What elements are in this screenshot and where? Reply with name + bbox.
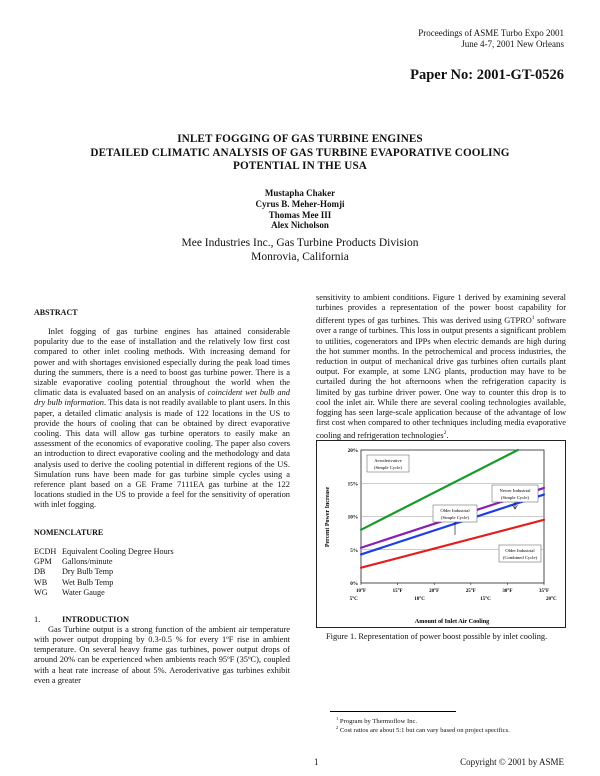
footnote-ref: 1	[531, 315, 535, 322]
nomenclature-abbr: GPM	[34, 557, 52, 567]
label-line: Older Industrial	[440, 508, 470, 513]
y-tick-label: 5%	[350, 547, 358, 554]
nomenclature-desc: Equivalent Cooling Degree Hours	[62, 546, 174, 556]
author-name: Mustapha Chaker	[264, 188, 336, 198]
page-number: 1	[314, 757, 319, 767]
x-tick-label-c: 15°C	[480, 597, 491, 602]
label-line: (Simple Cycle)	[441, 515, 469, 520]
nomenclature-heading: NOMENCLATURE	[34, 527, 104, 537]
x-tick-label-c: 5°C	[349, 597, 358, 602]
proceedings-line: Proceedings of ASME Turbo Expo 2001	[418, 28, 564, 38]
abstract-text	[34, 327, 290, 511]
x-tick-label-f: 15°F	[392, 589, 403, 594]
y-axis-label: Percent Power Increase	[325, 486, 331, 548]
y-tick-label: 20%	[347, 448, 358, 454]
footnote-rule	[330, 711, 456, 712]
nomenclature-abbr: WB	[34, 577, 48, 587]
author-name: Alex Nicholson	[271, 220, 329, 231]
x-axis-label: Amount of Inlet Air Cooling	[414, 618, 490, 625]
paper-number: Paper No: 2001-GT-0526	[410, 67, 564, 83]
label-newer-industrial	[492, 485, 538, 509]
section-title: INTRODUCTION	[62, 614, 130, 624]
affiliation-line: Mee Industries Inc., Gas Turbine Products Division	[181, 237, 419, 249]
x-tick-label-f: 35°F	[538, 589, 550, 594]
body-text: .	[446, 431, 449, 441]
nomenclature-abbr: DB	[34, 567, 46, 577]
abstract-italic: coincident wet bulb and dry bulb information	[34, 388, 290, 408]
footnote	[336, 724, 510, 736]
left-column	[34, 308, 290, 686]
x-tick-label-f: 25°F	[465, 589, 476, 594]
conference-dates: June 4-7, 2001 New Orleans	[461, 39, 564, 49]
nomenclature-desc: Dry Bulb Temp	[62, 567, 114, 577]
footnote-text: Program by Thermoflow Inc.	[339, 718, 418, 726]
nomenclature-item	[34, 547, 290, 557]
abstract-text-part: . This data is not readily available to plant users. In this paper, a detailed climatic analysis is made of 122 locations in the US to provide the hours of cooling that can be obtained by direct evaporative cooling. This data will allow gas turbine operators to easily make an assessment of the economics of evaporative cooling. The paper also covers an introduction to direct evaporative cooling and the methodology and data analysis used to derive the cooling potential in different regions of the US. Simulation runs have been made for gas turbine simple cycles using a reference plant based on a GE Frame 7111EA gas turbine at the 122 locations studied in the US to provide a feel for the sensitivity of operation with inlet fogging.	[34, 398, 290, 510]
introduction-heading	[34, 615, 290, 624]
nomenclature-item	[34, 557, 290, 567]
abstract-heading: ABSTRACT	[34, 308, 78, 317]
y-tick-label: 10%	[347, 514, 358, 521]
nomenclature-desc: Wet Bulb Temp	[62, 577, 114, 587]
footnote-mark: 1	[336, 716, 339, 721]
label-older-industrial-combined	[499, 545, 541, 562]
nomenclature-list	[34, 547, 290, 599]
x-tick-label-f: 20°F	[429, 589, 440, 594]
body-text: software over a range of turbines. This loss in output presents a significant problem to utilities, cogenerators and IPPs when electric demands are high during the hot summer months. In the petrochemical and process industries, the reduction in output of mechanical drive gas turbines often curtails plant output. For example, at some LNG plants, production may have to be curtailed during the hot afternoons when the refrigeration capacity is limited by gas turbine driver power. One way to counter this drop is to cool the inlet air. While there are several cooling technologies available, fogging has seen large-scale application because of the advantage of low first cost when compared to other techniques including media evaporative cooling and refrigeration technologies	[316, 316, 566, 441]
figure-frame	[316, 440, 566, 628]
label-line: (Simple Cycle)	[374, 465, 402, 470]
abstract-text-part: Inlet fogging of gas turbine engines has attained considerable popularity due to the ease of installation and the relatively low first cost compared to other inlet cooling methods. With increasing demand for power and with shortages envisioned especially during the peak load times during the summers, there is a need to boost gas turbine power. There is a sizable evaporative cooling potential throughout the world when the climatic data is evaluated based on an analysis of	[34, 327, 290, 398]
introduction-text: Gas Turbine output is a strong function of the ambient air temperature with power output dropping by 0.3-0.5 % for every 1ºF rise in ambient temperature. On several heavy frame gas turbines, power output drops of around 20% can be experienced when ambients reach 95ºF (35ºC), coupled with a heat rate increase of about 5%. Aeroderivative gas turbines exhibit even a greater	[34, 624, 290, 685]
footnote-ref: 2	[443, 430, 447, 437]
label-line: Aeroderivative	[374, 458, 402, 463]
figure-caption: Figure 1. Representation of power boost possible by inlet cooling.	[326, 632, 548, 641]
footnote-mark: 2	[336, 725, 339, 730]
x-tick-label-f: 10°F	[355, 589, 367, 594]
label-older-industrial-simple	[433, 505, 477, 535]
label-line: Older Industrial	[505, 548, 535, 553]
x-tick-label-c: 20°C	[546, 597, 557, 602]
affiliation-line: Monrovia, California	[251, 251, 349, 263]
title-line: INLET FOGGING OF GAS TURBINE ENGINES	[177, 133, 423, 145]
power-boost-chart	[317, 441, 565, 627]
nomenclature-item	[34, 567, 290, 577]
right-column-text	[316, 293, 566, 441]
title-line: POTENTIAL IN THE USA	[233, 160, 367, 172]
body-text: sensitivity to ambient conditions. Figure 1 derived by examining several turbines provides a representation of the power boost capability for different types of gas turbines. This was derived using GTPRO	[316, 293, 566, 326]
y-tick-label: 15%	[347, 481, 358, 488]
copyright: Copyright © 2001 by ASME	[460, 757, 564, 767]
x-tick-label-f: 30°F	[502, 589, 513, 594]
nomenclature-desc: Gallons/minute	[62, 557, 113, 567]
nomenclature-abbr: WG	[34, 588, 48, 598]
y-tick-label: 0%	[350, 581, 358, 587]
author-name: Thomas Mee III	[268, 209, 332, 220]
nomenclature-item	[34, 588, 290, 598]
label-line: (Simple Cycle)	[501, 495, 529, 500]
title-line: DETAILED CLIMATIC ANALYSIS OF GAS TURBINE EVAPORATIVE COOLING	[90, 146, 510, 159]
affiliation	[0, 236, 600, 264]
nomenclature-desc: Water Gauge	[62, 588, 105, 598]
label-aeroderivative	[367, 455, 409, 472]
nomenclature-abbr: ECDH	[34, 546, 57, 556]
section-number: 1.	[34, 614, 41, 624]
author-list	[0, 188, 600, 231]
label-line: Newer Industrial	[499, 488, 531, 493]
label-line: (Combined Cycle)	[502, 555, 538, 560]
footnote-text: Cost ratios are about 5:1 but can vary based on project specifics.	[339, 727, 510, 735]
paper-title	[0, 133, 600, 174]
x-tick-label-c: 10°C	[414, 597, 425, 602]
nomenclature-item	[34, 578, 290, 588]
author-name: Cyrus B. Meher-Homji	[255, 198, 345, 209]
